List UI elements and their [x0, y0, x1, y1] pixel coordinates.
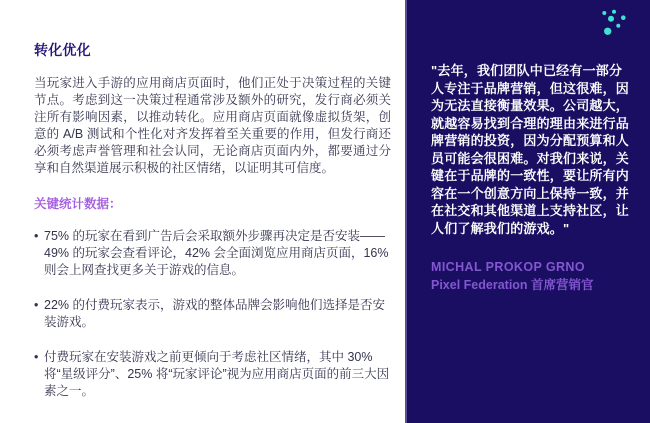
- stat-text: 付费玩家在安装游戏之前更倾向于考虑社区情绪，其中 30% 将“星级评分”、25% 将“玩家评论”视为应用商店页面的前三大因素之一。: [44, 350, 390, 398]
- quote-author: MICHAL PROKOP GRNO: [431, 260, 585, 274]
- stats-list: [34, 228, 391, 400]
- stat-text: 75% 的玩家在看到广告后会采取额外步骤再决定是否安装——49% 的玩家会查看评论，42% 会全面浏览应用商店页面，16% 则会上网查找更多关于游戏的信息。: [44, 229, 389, 277]
- quote-panel: [405, 0, 650, 423]
- content-column: [34, 40, 391, 418]
- list-item: [34, 228, 391, 279]
- bullet-icon: •: [34, 229, 39, 243]
- quote-text: "去年，我们团队中已经有一部分人专注于品牌营销，但这很难，因为无法直接衡量效果。公司越大，就越容易找到合理的理由来进行品牌营销的投资，因为分配预算和人员可能会很困难。对我们来说，关键在于品牌的一致性，要让所有内容在一个创意方向上保持一致，并在社交和其他渠道上支持社区，让人们了解我们的游戏。": [431, 63, 630, 236]
- stats-heading: 关键统计数据：: [34, 197, 122, 211]
- page-title: 转化优化: [34, 42, 91, 58]
- quote-attribution: [431, 259, 633, 294]
- bullet-icon: •: [34, 298, 39, 312]
- intro-paragraph: 当玩家进入手游的应用商店页面时，他们正处于决策过程的关键节点。考虑到这一决策过程通常涉及额外的研究，发行商必须关注所有影响因素，以推动转化。应用商店页面就像虚拟货架，创意的 A/B 测试和个性化对齐发挥着至关重要的作用，但发行商还必须考虑声誉管理和社会认同，无论商店页面内外，都要通过分享和自然渠道展示积极的社区情绪，以证明其可信度。: [34, 76, 391, 175]
- dot-cluster-logo-icon: [592, 8, 637, 48]
- quote-author-title: Pixel Federation 首席营销官: [431, 277, 594, 292]
- stat-text: 22% 的付费玩家表示，游戏的整体品牌会影响他们选择是否安装游戏。: [44, 298, 385, 329]
- list-item: [34, 297, 391, 331]
- bullet-icon: •: [34, 350, 39, 364]
- list-item: [34, 349, 391, 400]
